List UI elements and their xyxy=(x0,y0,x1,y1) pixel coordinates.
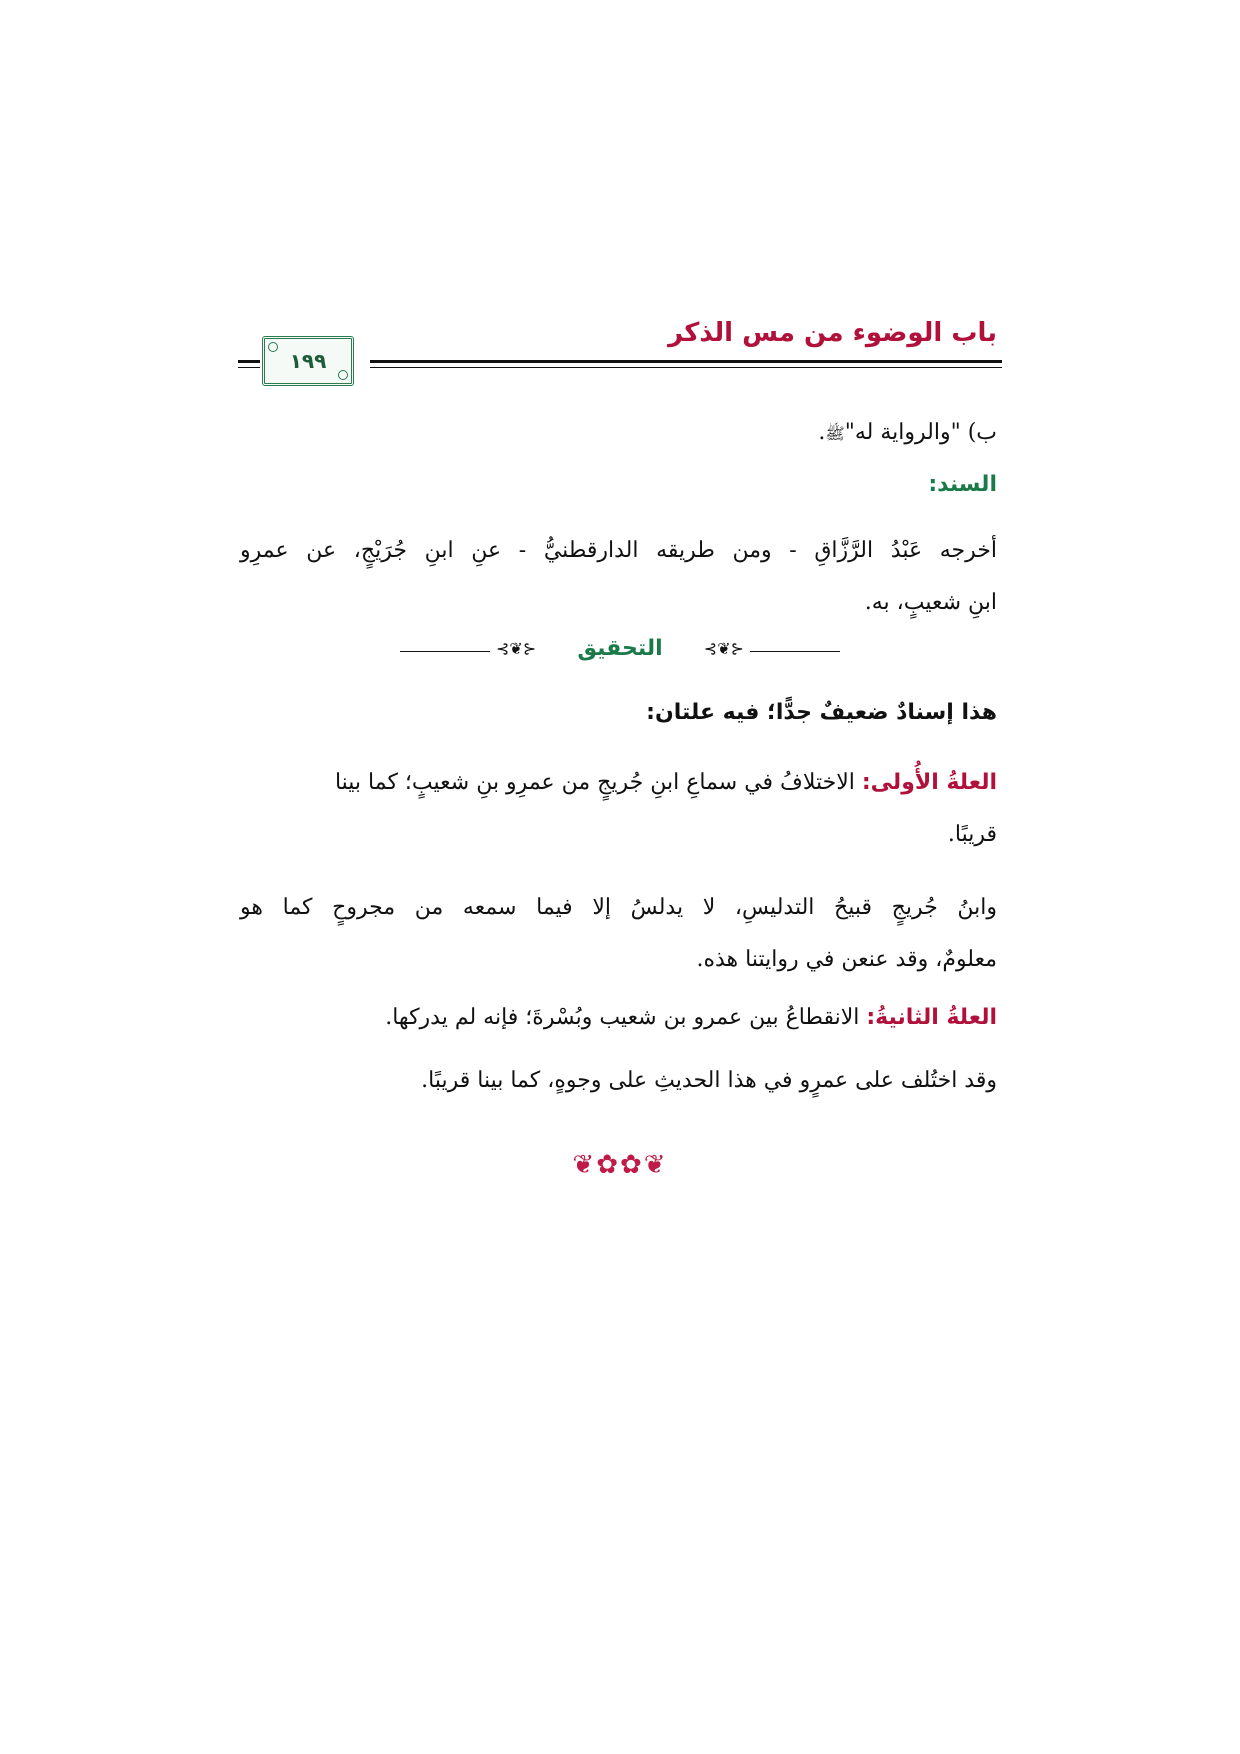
header-rule-thin xyxy=(370,367,1002,368)
illa-1-text: الاختلافُ في سماعِ ابنِ جُريجٍ من عمرِو بنِ شعيبٍ؛ كما بينا xyxy=(334,770,855,795)
chapter-title: باب الوضوء من مس الذكر xyxy=(668,318,997,348)
illa-2-label: العلةُ الثانيةُ: xyxy=(866,1005,997,1030)
divider-ornament-right: ⊰❦⊱ xyxy=(703,639,744,658)
end-ornament-icon: ❦✿✿❦ xyxy=(572,1150,668,1180)
header-rule-short-thin xyxy=(238,367,260,368)
page-number-badge xyxy=(262,336,354,386)
sanad-label: السند: xyxy=(928,472,997,497)
illa-2-line xyxy=(385,1005,997,1030)
verdict: هذا إسنادٌ ضعيفٌ جدًّا؛ فيه علتان: xyxy=(646,700,997,725)
divider-line-left xyxy=(400,651,490,652)
page-number: ١٩٩ xyxy=(289,349,327,373)
divider-ornament-left: ⊰❦⊱ xyxy=(496,639,537,658)
header-rule-short xyxy=(238,360,260,363)
section-title: التحقيق xyxy=(577,636,663,661)
honorific-symbol: ﷺ xyxy=(825,424,845,443)
section-divider xyxy=(400,634,840,668)
narration-line: ب) "والرواية له"ﷺ. xyxy=(818,420,997,445)
closing-line: وقد اختُلف على عمرٍو في هذا الحديثِ على وجوهٍ، كما بينا قريبًا. xyxy=(421,1068,997,1093)
sanad-line-2: ابنِ شعيبٍ، به. xyxy=(864,590,997,615)
illa-1-label: العلةُ الأُولى: xyxy=(861,770,997,795)
header-rule xyxy=(370,360,1002,363)
paragraph-2-line-2: معلومٌ، وقد عنعن في روايتنا هذه. xyxy=(696,947,997,972)
illa-1-line-2: قريبًا. xyxy=(947,822,997,847)
paragraph-2-line-1: وابنُ جُريجٍ قبيحُ التدليسِ، لا يدلسُ إلا فيما سمعه من مجروحٍ كما هو xyxy=(240,895,997,920)
illa-1-line-1 xyxy=(335,770,997,795)
illa-2-text: الانقطاعُ بين عمرو بن شعيب وبُسْرةَ؛ فإنه لم يدركها. xyxy=(385,1005,860,1030)
narration-text: ب) "والرواية له" xyxy=(844,420,997,445)
sanad-line-1: أخرجه عَبْدُ الرَّزَّاقِ - ومن طريقه الدارقطنيُّ - عنِ ابنِ جُرَيْجٍ، عن عمرِو xyxy=(240,538,997,563)
